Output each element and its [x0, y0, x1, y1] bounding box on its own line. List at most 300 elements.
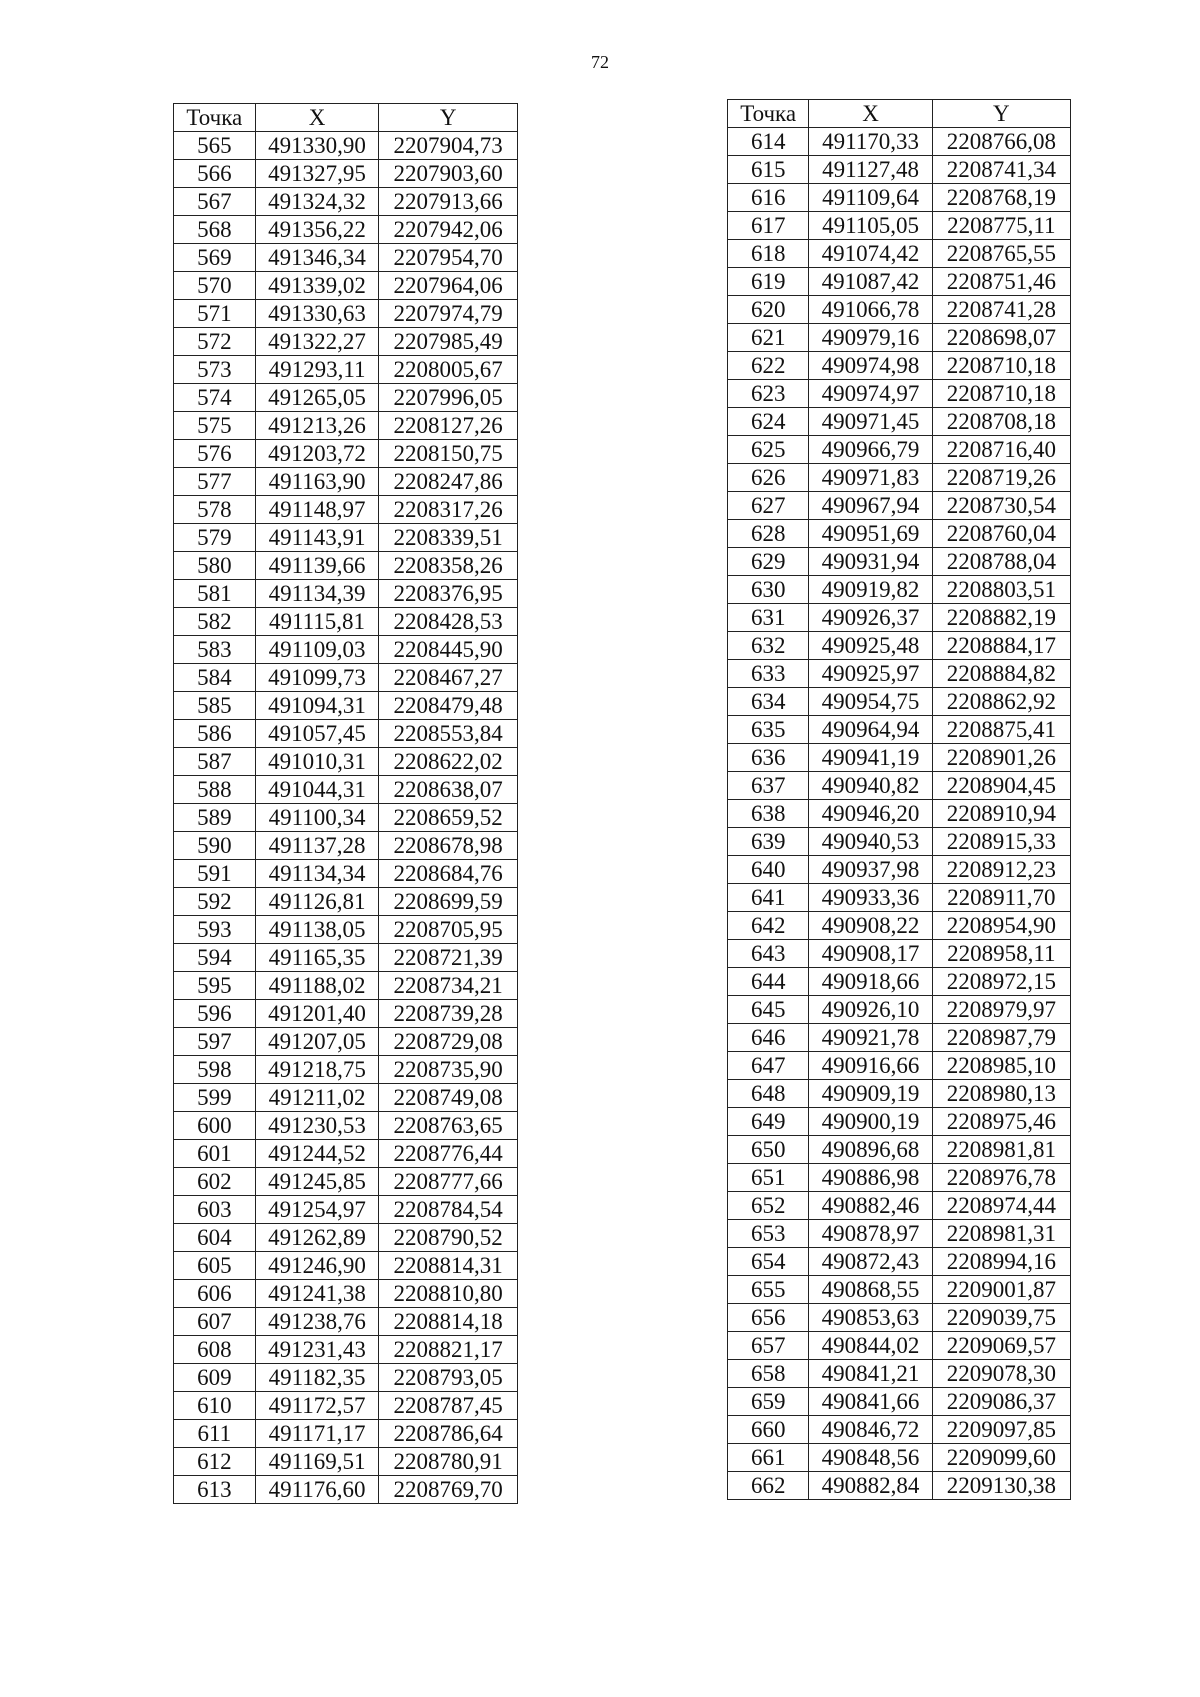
- table-row: [174, 160, 518, 188]
- table-row: [728, 548, 1071, 576]
- x-coordinate-cell: 490964,94: [809, 716, 932, 744]
- y-coordinate-cell: 2208708,18: [932, 408, 1070, 436]
- x-coordinate-cell: 491165,35: [255, 944, 379, 972]
- table-row: [728, 156, 1071, 184]
- table-row: [174, 692, 518, 720]
- point-cell: 655: [728, 1276, 809, 1304]
- y-coordinate-cell: 2207985,49: [379, 328, 518, 356]
- point-cell: 629: [728, 548, 809, 576]
- x-coordinate-cell: 491241,38: [255, 1280, 379, 1308]
- x-coordinate-cell: 490933,36: [809, 884, 932, 912]
- y-coordinate-cell: 2209086,37: [932, 1388, 1070, 1416]
- point-cell: 574: [174, 384, 256, 412]
- y-coordinate-cell: 2209039,75: [932, 1304, 1070, 1332]
- table-row: [728, 436, 1071, 464]
- x-coordinate-cell: 491254,97: [255, 1196, 379, 1224]
- x-coordinate-cell: 490868,55: [809, 1276, 932, 1304]
- table-row: [728, 1444, 1071, 1472]
- table-row: [728, 268, 1071, 296]
- column-header-y: Y: [379, 104, 518, 132]
- x-coordinate-cell: 491094,31: [255, 692, 379, 720]
- table-row: [728, 1220, 1071, 1248]
- y-coordinate-cell: 2207996,05: [379, 384, 518, 412]
- table-row: [174, 1448, 518, 1476]
- table-row: [728, 1108, 1071, 1136]
- x-coordinate-cell: 490882,84: [809, 1472, 932, 1500]
- table-row: [728, 772, 1071, 800]
- point-cell: 638: [728, 800, 809, 828]
- table-row: [728, 1136, 1071, 1164]
- point-cell: 577: [174, 468, 256, 496]
- x-coordinate-cell: 490919,82: [809, 576, 932, 604]
- x-coordinate-cell: 491163,90: [255, 468, 379, 496]
- table-row: [174, 608, 518, 636]
- point-cell: 630: [728, 576, 809, 604]
- point-cell: 602: [174, 1168, 256, 1196]
- table-row: [174, 384, 518, 412]
- point-cell: 642: [728, 912, 809, 940]
- point-cell: 654: [728, 1248, 809, 1276]
- table-row: [728, 996, 1071, 1024]
- x-coordinate-cell: 491244,52: [255, 1140, 379, 1168]
- table-row: [728, 744, 1071, 772]
- y-coordinate-cell: 2208769,70: [379, 1476, 518, 1504]
- y-coordinate-cell: 2208376,95: [379, 580, 518, 608]
- x-coordinate-cell: 491139,66: [255, 552, 379, 580]
- point-cell: 626: [728, 464, 809, 492]
- table-row: [174, 720, 518, 748]
- x-coordinate-cell: 491100,34: [255, 804, 379, 832]
- y-coordinate-cell: 2207974,79: [379, 300, 518, 328]
- table-row: [728, 408, 1071, 436]
- x-coordinate-cell: 491218,75: [255, 1056, 379, 1084]
- x-coordinate-cell: 491134,34: [255, 860, 379, 888]
- point-cell: 590: [174, 832, 256, 860]
- table-row: [174, 188, 518, 216]
- table-row: [174, 524, 518, 552]
- point-cell: 635: [728, 716, 809, 744]
- point-cell: 579: [174, 524, 256, 552]
- table-row: [174, 272, 518, 300]
- y-coordinate-cell: 2208915,33: [932, 828, 1070, 856]
- table-row: [174, 1280, 518, 1308]
- point-cell: 613: [174, 1476, 256, 1504]
- point-cell: 607: [174, 1308, 256, 1336]
- table-row: [174, 748, 518, 776]
- table-row: [174, 1028, 518, 1056]
- x-coordinate-cell: 491109,64: [809, 184, 932, 212]
- x-coordinate-cell: 491137,28: [255, 832, 379, 860]
- table-row: [728, 800, 1071, 828]
- y-coordinate-cell: 2208814,31: [379, 1252, 518, 1280]
- coordinates-table-right: [727, 99, 1071, 1500]
- table-row: [728, 968, 1071, 996]
- y-coordinate-cell: 2208768,19: [932, 184, 1070, 212]
- y-coordinate-cell: 2207954,70: [379, 244, 518, 272]
- point-cell: 598: [174, 1056, 256, 1084]
- point-cell: 608: [174, 1336, 256, 1364]
- y-coordinate-cell: 2208904,45: [932, 772, 1070, 800]
- table-row: [174, 832, 518, 860]
- x-coordinate-cell: 491324,32: [255, 188, 379, 216]
- x-coordinate-cell: 491346,34: [255, 244, 379, 272]
- x-coordinate-cell: 491207,05: [255, 1028, 379, 1056]
- table-row: [174, 580, 518, 608]
- point-cell: 649: [728, 1108, 809, 1136]
- table-row: [174, 1140, 518, 1168]
- point-cell: 597: [174, 1028, 256, 1056]
- x-coordinate-cell: 491044,31: [255, 776, 379, 804]
- x-coordinate-cell: 490974,97: [809, 380, 932, 408]
- y-coordinate-cell: 2208705,95: [379, 916, 518, 944]
- table-row: [174, 1364, 518, 1392]
- column-header-point: Точка: [174, 104, 256, 132]
- x-coordinate-cell: 491099,73: [255, 664, 379, 692]
- x-coordinate-cell: 490946,20: [809, 800, 932, 828]
- point-cell: 599: [174, 1084, 256, 1112]
- table-row: [174, 1252, 518, 1280]
- x-coordinate-cell: 491169,51: [255, 1448, 379, 1476]
- point-cell: 618: [728, 240, 809, 268]
- table-row: [174, 1420, 518, 1448]
- y-coordinate-cell: 2208862,92: [932, 688, 1070, 716]
- point-cell: 594: [174, 944, 256, 972]
- table-row: [728, 352, 1071, 380]
- table-row: [728, 1304, 1071, 1332]
- point-cell: 645: [728, 996, 809, 1024]
- x-coordinate-cell: 490882,46: [809, 1192, 932, 1220]
- y-coordinate-cell: 2208821,17: [379, 1336, 518, 1364]
- table-row: [174, 1084, 518, 1112]
- y-coordinate-cell: 2208975,46: [932, 1108, 1070, 1136]
- x-coordinate-cell: 491143,91: [255, 524, 379, 552]
- y-coordinate-cell: 2208979,97: [932, 996, 1070, 1024]
- table-row: [174, 1056, 518, 1084]
- x-coordinate-cell: 490918,66: [809, 968, 932, 996]
- table-row: [174, 440, 518, 468]
- y-coordinate-cell: 2208721,39: [379, 944, 518, 972]
- table-row: [728, 604, 1071, 632]
- y-coordinate-cell: 2208684,76: [379, 860, 518, 888]
- y-coordinate-cell: 2208739,28: [379, 1000, 518, 1028]
- table-row: [174, 216, 518, 244]
- y-coordinate-cell: 2207903,60: [379, 160, 518, 188]
- table-row: [728, 1248, 1071, 1276]
- point-cell: 586: [174, 720, 256, 748]
- point-cell: 595: [174, 972, 256, 1000]
- y-coordinate-cell: 2208467,27: [379, 664, 518, 692]
- point-cell: 628: [728, 520, 809, 548]
- table-row: [728, 380, 1071, 408]
- x-coordinate-cell: 491127,48: [809, 156, 932, 184]
- table-row: [728, 1052, 1071, 1080]
- x-coordinate-cell: 491126,81: [255, 888, 379, 916]
- x-coordinate-cell: 490848,56: [809, 1444, 932, 1472]
- table-row: [728, 1360, 1071, 1388]
- y-coordinate-cell: 2208987,79: [932, 1024, 1070, 1052]
- x-coordinate-cell: 490921,78: [809, 1024, 932, 1052]
- table-row: [728, 856, 1071, 884]
- y-coordinate-cell: 2208981,81: [932, 1136, 1070, 1164]
- table-row: [728, 184, 1071, 212]
- table-row: [728, 940, 1071, 968]
- x-coordinate-cell: 491171,17: [255, 1420, 379, 1448]
- x-coordinate-cell: 491182,35: [255, 1364, 379, 1392]
- table-row: [174, 1476, 518, 1504]
- x-coordinate-cell: 491230,53: [255, 1112, 379, 1140]
- y-coordinate-cell: 2208974,44: [932, 1192, 1070, 1220]
- table-row: [728, 1164, 1071, 1192]
- x-coordinate-cell: 490974,98: [809, 352, 932, 380]
- y-coordinate-cell: 2208358,26: [379, 552, 518, 580]
- column-header-y: Y: [932, 100, 1070, 128]
- x-coordinate-cell: 491105,05: [809, 212, 932, 240]
- y-coordinate-cell: 2208912,23: [932, 856, 1070, 884]
- point-cell: 584: [174, 664, 256, 692]
- page-number: 72: [591, 52, 609, 72]
- table-row: [174, 1196, 518, 1224]
- x-coordinate-cell: 490941,19: [809, 744, 932, 772]
- column-header-x: X: [255, 104, 379, 132]
- point-cell: 570: [174, 272, 256, 300]
- x-coordinate-cell: 490954,75: [809, 688, 932, 716]
- point-cell: 624: [728, 408, 809, 436]
- y-coordinate-cell: 2208787,45: [379, 1392, 518, 1420]
- x-coordinate-cell: 491245,85: [255, 1168, 379, 1196]
- x-coordinate-cell: 490886,98: [809, 1164, 932, 1192]
- table-row: [728, 324, 1071, 352]
- x-coordinate-cell: 491330,63: [255, 300, 379, 328]
- y-coordinate-cell: 2208803,51: [932, 576, 1070, 604]
- y-coordinate-cell: 2208719,26: [932, 464, 1070, 492]
- point-cell: 620: [728, 296, 809, 324]
- y-coordinate-cell: 2208766,08: [932, 128, 1070, 156]
- y-coordinate-cell: 2208479,48: [379, 692, 518, 720]
- table-row: [728, 240, 1071, 268]
- point-cell: 611: [174, 1420, 256, 1448]
- y-coordinate-cell: 2208553,84: [379, 720, 518, 748]
- table-row: [174, 328, 518, 356]
- y-coordinate-cell: 2208994,16: [932, 1248, 1070, 1276]
- point-cell: 616: [728, 184, 809, 212]
- point-cell: 617: [728, 212, 809, 240]
- y-coordinate-cell: 2208786,64: [379, 1420, 518, 1448]
- table-row: [728, 688, 1071, 716]
- x-coordinate-cell: 490951,69: [809, 520, 932, 548]
- y-coordinate-cell: 2208776,44: [379, 1140, 518, 1168]
- point-cell: 587: [174, 748, 256, 776]
- table-row: [174, 1000, 518, 1028]
- table-row: [174, 468, 518, 496]
- table-header-row: [728, 100, 1071, 128]
- point-cell: 589: [174, 804, 256, 832]
- y-coordinate-cell: 2208659,52: [379, 804, 518, 832]
- point-cell: 601: [174, 1140, 256, 1168]
- point-cell: 656: [728, 1304, 809, 1332]
- table-row: [174, 664, 518, 692]
- x-coordinate-cell: 490841,66: [809, 1388, 932, 1416]
- point-cell: 661: [728, 1444, 809, 1472]
- point-cell: 600: [174, 1112, 256, 1140]
- x-coordinate-cell: 490908,22: [809, 912, 932, 940]
- y-coordinate-cell: 2207913,66: [379, 188, 518, 216]
- point-cell: 568: [174, 216, 256, 244]
- y-coordinate-cell: 2208247,86: [379, 468, 518, 496]
- table-row: [728, 660, 1071, 688]
- table-row: [174, 636, 518, 664]
- y-coordinate-cell: 2209078,30: [932, 1360, 1070, 1388]
- point-cell: 585: [174, 692, 256, 720]
- table-row: [728, 1416, 1071, 1444]
- table-row: [728, 212, 1071, 240]
- y-coordinate-cell: 2209097,85: [932, 1416, 1070, 1444]
- y-coordinate-cell: 2208622,02: [379, 748, 518, 776]
- x-coordinate-cell: 491066,78: [809, 296, 932, 324]
- x-coordinate-cell: 491074,42: [809, 240, 932, 268]
- x-coordinate-cell: 491339,02: [255, 272, 379, 300]
- x-coordinate-cell: 490916,66: [809, 1052, 932, 1080]
- point-cell: 578: [174, 496, 256, 524]
- table-row: [174, 300, 518, 328]
- y-coordinate-cell: 2208730,54: [932, 492, 1070, 520]
- point-cell: 606: [174, 1280, 256, 1308]
- x-coordinate-cell: 490909,19: [809, 1080, 932, 1108]
- x-coordinate-cell: 490940,82: [809, 772, 932, 800]
- x-coordinate-cell: 491238,76: [255, 1308, 379, 1336]
- y-coordinate-cell: 2208428,53: [379, 608, 518, 636]
- point-cell: 646: [728, 1024, 809, 1052]
- y-coordinate-cell: 2208985,10: [932, 1052, 1070, 1080]
- y-coordinate-cell: 2208910,94: [932, 800, 1070, 828]
- table-row: [728, 828, 1071, 856]
- point-cell: 615: [728, 156, 809, 184]
- x-coordinate-cell: 491201,40: [255, 1000, 379, 1028]
- point-cell: 643: [728, 940, 809, 968]
- point-cell: 605: [174, 1252, 256, 1280]
- y-coordinate-cell: 2208317,26: [379, 496, 518, 524]
- table-row: [174, 916, 518, 944]
- point-cell: 637: [728, 772, 809, 800]
- y-coordinate-cell: 2208741,34: [932, 156, 1070, 184]
- y-coordinate-cell: 2208884,82: [932, 660, 1070, 688]
- table-row: [174, 132, 518, 160]
- y-coordinate-cell: 2207964,06: [379, 272, 518, 300]
- y-coordinate-cell: 2208678,98: [379, 832, 518, 860]
- x-coordinate-cell: 490971,45: [809, 408, 932, 436]
- point-cell: 567: [174, 188, 256, 216]
- table-row: [174, 1308, 518, 1336]
- point-cell: 622: [728, 352, 809, 380]
- table-row: [174, 972, 518, 1000]
- x-coordinate-cell: 490846,72: [809, 1416, 932, 1444]
- point-cell: 619: [728, 268, 809, 296]
- x-coordinate-cell: 491213,26: [255, 412, 379, 440]
- table-row: [728, 912, 1071, 940]
- y-coordinate-cell: 2208980,13: [932, 1080, 1070, 1108]
- y-coordinate-cell: 2208814,18: [379, 1308, 518, 1336]
- x-coordinate-cell: 490844,02: [809, 1332, 932, 1360]
- y-coordinate-cell: 2208911,70: [932, 884, 1070, 912]
- point-cell: 623: [728, 380, 809, 408]
- point-cell: 614: [728, 128, 809, 156]
- point-cell: 591: [174, 860, 256, 888]
- y-coordinate-cell: 2209069,57: [932, 1332, 1070, 1360]
- x-coordinate-cell: 490841,21: [809, 1360, 932, 1388]
- point-cell: 650: [728, 1136, 809, 1164]
- table-row: [728, 492, 1071, 520]
- y-coordinate-cell: 2208958,11: [932, 940, 1070, 968]
- table-row: [728, 1388, 1071, 1416]
- y-coordinate-cell: 2208749,08: [379, 1084, 518, 1112]
- x-coordinate-cell: 490940,53: [809, 828, 932, 856]
- x-coordinate-cell: 491148,97: [255, 496, 379, 524]
- point-cell: 644: [728, 968, 809, 996]
- table-row: [728, 1332, 1071, 1360]
- y-coordinate-cell: 2208445,90: [379, 636, 518, 664]
- y-coordinate-cell: 2208793,05: [379, 1364, 518, 1392]
- point-cell: 632: [728, 632, 809, 660]
- point-cell: 648: [728, 1080, 809, 1108]
- x-coordinate-cell: 491115,81: [255, 608, 379, 636]
- x-coordinate-cell: 491188,02: [255, 972, 379, 1000]
- x-coordinate-cell: 491203,72: [255, 440, 379, 468]
- x-coordinate-cell: 490853,63: [809, 1304, 932, 1332]
- x-coordinate-cell: 490966,79: [809, 436, 932, 464]
- x-coordinate-cell: 491172,57: [255, 1392, 379, 1420]
- table-row: [728, 1472, 1071, 1500]
- column-header-point: Точка: [728, 100, 809, 128]
- x-coordinate-cell: 491265,05: [255, 384, 379, 412]
- y-coordinate-cell: 2208638,07: [379, 776, 518, 804]
- point-cell: 631: [728, 604, 809, 632]
- point-cell: 603: [174, 1196, 256, 1224]
- point-cell: 653: [728, 1220, 809, 1248]
- y-coordinate-cell: 2208981,31: [932, 1220, 1070, 1248]
- table-row: [174, 412, 518, 440]
- table-row: [174, 888, 518, 916]
- y-coordinate-cell: 2207942,06: [379, 216, 518, 244]
- x-coordinate-cell: 491010,31: [255, 748, 379, 776]
- point-cell: 583: [174, 636, 256, 664]
- y-coordinate-cell: 2208780,91: [379, 1448, 518, 1476]
- table-row: [728, 128, 1071, 156]
- y-coordinate-cell: 2209130,38: [932, 1472, 1070, 1500]
- x-coordinate-cell: 491356,22: [255, 216, 379, 244]
- table-row: [728, 576, 1071, 604]
- table-row: [174, 1168, 518, 1196]
- y-coordinate-cell: 2207904,73: [379, 132, 518, 160]
- x-coordinate-cell: 491087,42: [809, 268, 932, 296]
- y-coordinate-cell: 2208734,21: [379, 972, 518, 1000]
- y-coordinate-cell: 2208875,41: [932, 716, 1070, 744]
- x-coordinate-cell: 491176,60: [255, 1476, 379, 1504]
- x-coordinate-cell: 491246,90: [255, 1252, 379, 1280]
- y-coordinate-cell: 2209001,87: [932, 1276, 1070, 1304]
- point-cell: 576: [174, 440, 256, 468]
- y-coordinate-cell: 2208729,08: [379, 1028, 518, 1056]
- point-cell: 657: [728, 1332, 809, 1360]
- table-row: [174, 1224, 518, 1252]
- table-row: [728, 1080, 1071, 1108]
- y-coordinate-cell: 2208710,18: [932, 352, 1070, 380]
- x-coordinate-cell: 490908,17: [809, 940, 932, 968]
- point-cell: 569: [174, 244, 256, 272]
- x-coordinate-cell: 491327,95: [255, 160, 379, 188]
- x-coordinate-cell: 491322,27: [255, 328, 379, 356]
- point-cell: 621: [728, 324, 809, 352]
- y-coordinate-cell: 2208775,11: [932, 212, 1070, 240]
- x-coordinate-cell: 491211,02: [255, 1084, 379, 1112]
